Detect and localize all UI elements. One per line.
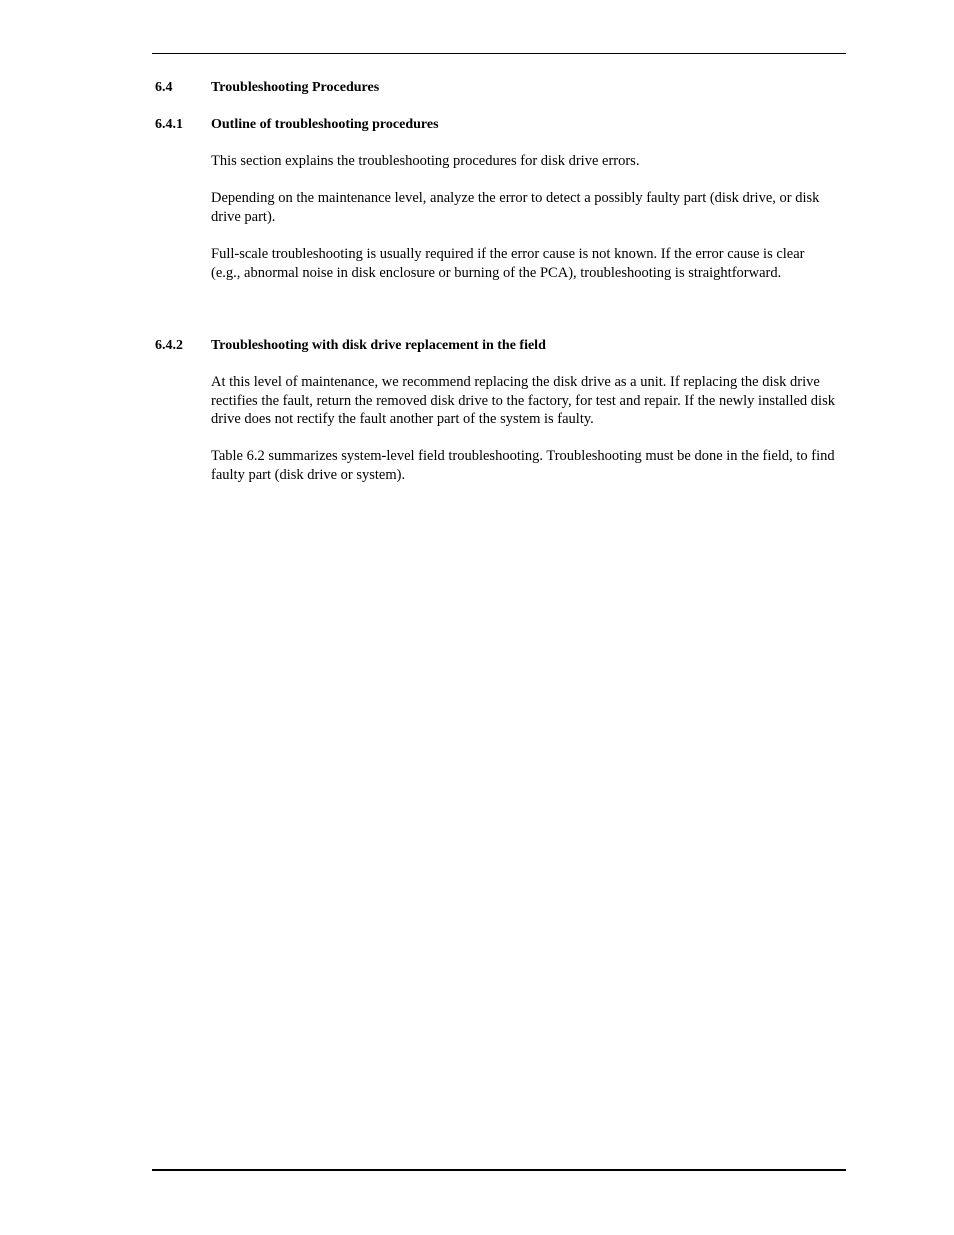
subsection-title: Outline of troubleshooting procedures — [211, 117, 439, 132]
subsection-number: 6.4.2 — [155, 338, 183, 353]
section-title: Troubleshooting Procedures — [211, 80, 380, 95]
header-rule — [152, 53, 846, 54]
paragraph: Full-scale troubleshooting is usually required if the error cause is not known. If the error cause is clear (e.g., abnormal noise in disk enclosure or burning of the PCA), troubleshooting is straightforward. — [211, 246, 805, 281]
paragraph: Depending on the maintenance level, analyze the error to detect a possibly faulty part (disk drive, or disk drive part). — [211, 190, 820, 225]
footer-rule — [152, 1169, 846, 1171]
paragraph: Table 6.2 summarizes system-level field troubleshooting. Troubleshooting must be done in the field, to find faulty part (disk drive or system). — [211, 448, 835, 483]
subsection-heading-2 — [155, 337, 546, 355]
subsection-title: Troubleshooting with disk drive replacement in the field — [211, 338, 546, 353]
section-heading — [155, 79, 379, 97]
paragraph: At this level of maintenance, we recommend replacing the disk drive as a unit. If replacing the disk drive rectifies the fault, return the removed disk drive to the factory, for test and repair. If the newly installed disk drive does not rectify the fault another part of the system is faulty. — [211, 374, 835, 427]
subsection-number: 6.4.1 — [155, 117, 183, 132]
subsection-heading-1 — [155, 116, 439, 134]
section-number: 6.4 — [155, 80, 173, 95]
paragraph: This section explains the troubleshooting procedures for disk drive errors. — [211, 153, 640, 169]
